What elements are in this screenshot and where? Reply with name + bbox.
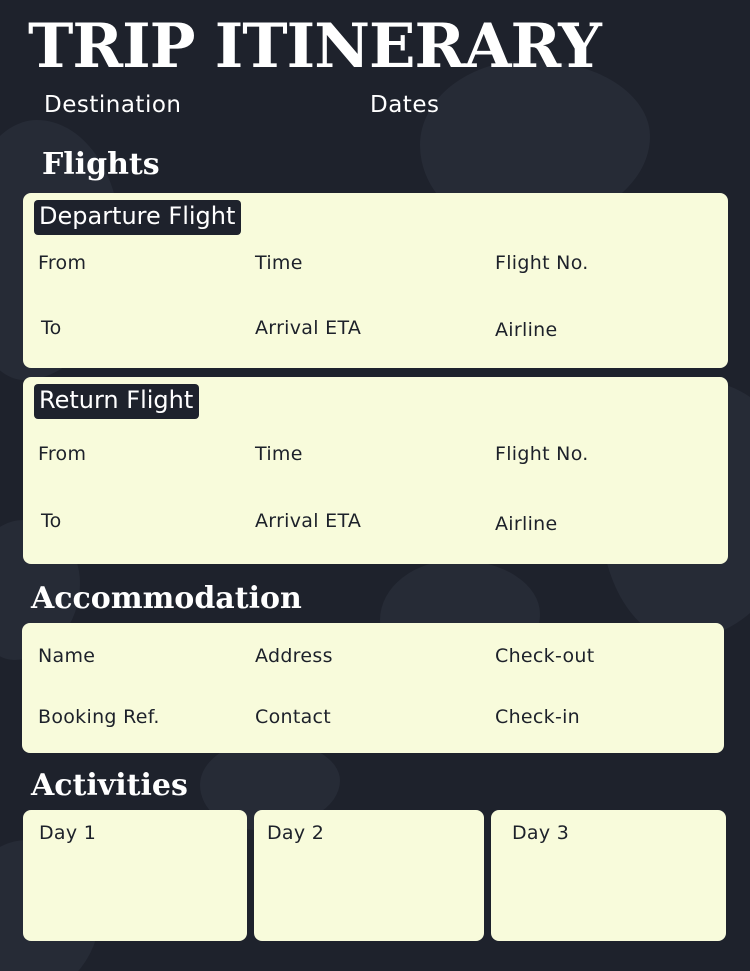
activity-day-2-label: Day 2 <box>267 822 325 844</box>
accommodation-checkout-label: Check-out <box>495 645 595 667</box>
departure-time-label: Time <box>255 252 303 274</box>
activities-section-title: Activities <box>31 768 188 803</box>
activity-day-3-card <box>491 810 726 941</box>
dates-label: Dates <box>370 92 440 118</box>
return-to-label: To <box>41 510 62 532</box>
return-airline-label: Airline <box>495 513 558 535</box>
accommodation-checkin-label: Check-in <box>495 706 581 728</box>
accommodation-name-label: Name <box>38 645 96 667</box>
page-title: TRIP ITINERARY <box>28 11 601 82</box>
departure-flight-chip: Departure Flight <box>34 200 241 235</box>
return-arrival-label: Arrival ETA <box>255 510 362 532</box>
activity-day-3-label: Day 3 <box>512 822 570 844</box>
accommodation-booking-label: Booking Ref. <box>38 706 160 728</box>
destination-label: Destination <box>44 92 182 118</box>
accommodation-contact-label: Contact <box>255 706 332 728</box>
departure-flight-no-label: Flight No. <box>495 252 589 274</box>
activity-day-1-label: Day 1 <box>39 822 97 844</box>
departure-from-label: From <box>38 252 87 274</box>
return-flight-chip: Return Flight <box>34 384 199 419</box>
return-time-label: Time <box>255 443 303 465</box>
accommodation-card <box>22 623 724 753</box>
flights-section-title: Flights <box>42 147 160 182</box>
return-flight-no-label: Flight No. <box>495 443 589 465</box>
return-from-label: From <box>38 443 87 465</box>
accommodation-address-label: Address <box>255 645 333 667</box>
departure-airline-label: Airline <box>495 319 558 341</box>
activity-day-2-card <box>254 810 484 941</box>
departure-to-label: To <box>41 317 62 339</box>
return-flight-card <box>23 377 728 564</box>
departure-arrival-label: Arrival ETA <box>255 317 362 339</box>
accommodation-section-title: Accommodation <box>31 581 302 616</box>
activity-day-1-card <box>23 810 247 941</box>
departure-flight-card <box>23 193 728 368</box>
